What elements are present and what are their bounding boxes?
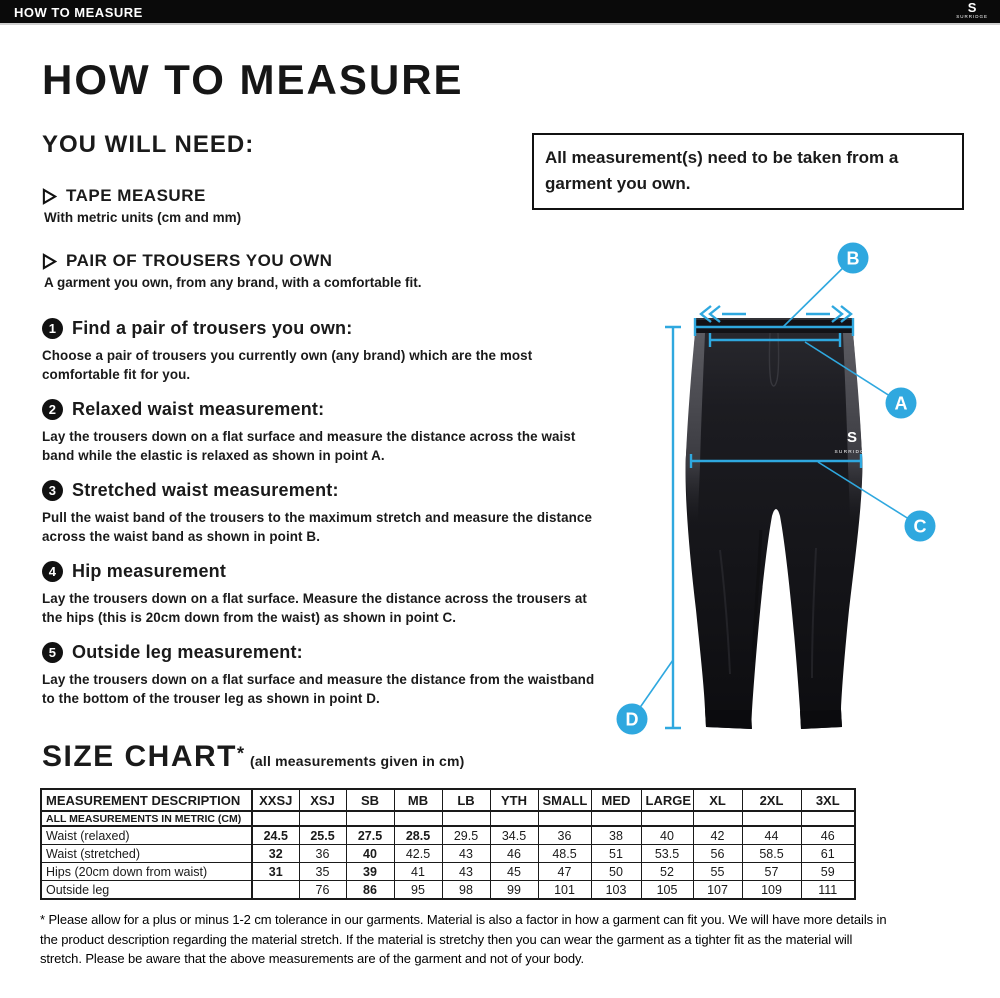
metric-subheader-row [41,811,855,826]
callout-label-B: B [846,248,860,269]
step-number-badge: 2 [42,399,63,420]
size-value: 50 [591,863,641,881]
surridge-logo-mark: S [967,0,977,15]
size-value: 27.5 [346,826,394,845]
empty-cell [591,811,641,826]
size-value: 42.5 [394,845,442,863]
trousers-measurement-diagram [600,230,1000,770]
column-header-size: 2XL [742,789,801,811]
size-value: 109 [742,881,801,900]
size-value: 47 [538,863,591,881]
size-value: 99 [490,881,538,900]
need-item-trousers [42,251,422,290]
need-desc: A garment you own, from any brand, with a comfortable fit. [44,275,422,290]
empty-cell [442,811,490,826]
measurement-note-box: All measurement(s) need to be taken from a garment you own. [532,133,964,210]
callout-label-C: C [913,516,927,537]
size-chart-asterisk: * [237,743,245,764]
size-value: 35 [299,863,346,881]
size-value: 53.5 [641,845,693,863]
column-header-size: XL [693,789,742,811]
step-title: Find a pair of trousers you own: [72,318,353,338]
size-value: 111 [801,881,855,900]
need-desc: With metric units (cm and mm) [44,210,242,225]
size-value: 101 [538,881,591,900]
step-number-badge: 4 [42,561,63,582]
size-value: 34.5 [490,826,538,845]
column-header-size: YTH [490,789,538,811]
size-value: 40 [641,826,693,845]
empty-cell [538,811,591,826]
need-item-tape-measure [42,186,241,225]
size-value: 24.5 [252,826,299,845]
row-label: Hips (20cm down from waist) [41,863,252,881]
empty-cell [252,811,299,826]
size-value: 59 [801,863,855,881]
size-value: 43 [442,845,490,863]
size-value: 95 [394,881,442,900]
step-1 [42,318,600,384]
callout-label-D: D [625,709,639,730]
empty-cell [299,811,346,826]
step-number-badge: 1 [42,318,63,339]
column-header-size: SB [346,789,394,811]
step-body: Choose a pair of trousers you currently own (any brand) which are the most comfortable fit for you. [42,348,533,383]
size-value: 41 [394,863,442,881]
table-row [41,845,855,863]
trousers-cuff-right [800,710,842,729]
size-value: 29.5 [442,826,490,845]
step-number-badge: 5 [42,642,63,663]
topbar-title: HOW TO MEASURE [14,5,143,20]
size-value: 76 [299,881,346,900]
column-header-size: XSJ [299,789,346,811]
step-title: Stretched waist measurement: [72,480,339,500]
column-header-size: MB [394,789,442,811]
step-title: Relaxed waist measurement: [72,399,325,419]
size-value: 32 [252,845,299,863]
column-header-size: LB [442,789,490,811]
size-value: 52 [641,863,693,881]
empty-cell [742,811,801,826]
size-value: 36 [538,826,591,845]
size-value: 43 [442,863,490,881]
trousers-body [686,318,863,729]
you-will-need-heading: YOU WILL NEED: [42,131,255,158]
size-value: 46 [490,845,538,863]
step-2 [42,399,600,465]
empty-cell [801,811,855,826]
step-4 [42,561,600,627]
size-value [252,881,299,900]
garment-logo-mark: S [846,429,858,446]
step-body: Lay the trousers down on a flat surface and measure the distance from the waistband to the bottom of the trouser leg as shown in point D. [42,672,595,707]
page-title: HOW TO MEASURE [42,56,464,103]
callout-label-A: A [894,393,908,414]
size-value: 44 [742,826,801,845]
size-chart-table [40,788,856,900]
size-value: 40 [346,845,394,863]
step-3 [42,480,600,546]
garment-logo-text: SURRIDGE [834,450,870,455]
empty-cell [394,811,442,826]
size-chart-title: SIZE CHART [42,740,237,773]
table-row [41,863,855,881]
row-label: Waist (relaxed) [41,826,252,845]
empty-cell [641,811,693,826]
size-chart-heading [42,740,465,774]
size-value: 36 [299,845,346,863]
play-triangle-icon [42,188,57,205]
size-value: 39 [346,863,394,881]
play-triangle-icon [42,253,57,270]
table-row [41,881,855,900]
size-value: 58.5 [742,845,801,863]
size-value: 86 [346,881,394,900]
need-label: PAIR OF TROUSERS YOU OWN [66,251,333,270]
size-value: 107 [693,881,742,900]
step-body: Pull the waist band of the trousers to the maximum stretch and measure the distance across the waist band as shown in point B. [42,510,592,545]
step-title: Hip measurement [72,561,227,581]
size-value: 25.5 [299,826,346,845]
size-value: 61 [801,845,855,863]
size-value: 103 [591,881,641,900]
size-value: 45 [490,863,538,881]
column-header-size: 3XL [801,789,855,811]
step-body: Lay the trousers down on a flat surface and measure the distance across the waist band while the elastic is relaxed as shown in point A. [42,429,576,464]
need-label: TAPE MEASURE [66,186,206,205]
trousers-cuff-left [705,710,752,729]
size-value: 56 [693,845,742,863]
surridge-logo-text: SURRIDGE [956,14,988,19]
size-value: 105 [641,881,693,900]
size-value: 28.5 [394,826,442,845]
row-label: Outside leg [41,881,252,900]
size-value: 38 [591,826,641,845]
empty-cell [490,811,538,826]
size-chart-units-note: (all measurements given in cm) [250,753,465,769]
size-value: 57 [742,863,801,881]
trousers-illustration [600,230,1000,770]
row-label: Waist (stretched) [41,845,252,863]
tolerance-footnote: * Please allow for a plus or minus 1-2 cm tolerance in our garments. Material is also a factor in how a garment can fit you. We will have more details in the product description regarding the material stretch. If the material is stretchy then you can wear the garment as a tighter fit as the material will stretch. Please be aware that the above measurements are of the garment and not of your body. [40,912,887,966]
column-header-size: XXSJ [252,789,299,811]
size-value: 46 [801,826,855,845]
empty-cell [346,811,394,826]
step-number-badge: 3 [42,480,63,501]
surridge-logo [956,1,988,20]
size-value: 98 [442,881,490,900]
table-row [41,826,855,845]
empty-cell [693,811,742,826]
size-value: 55 [693,863,742,881]
step-body: Lay the trousers down on a flat surface. Measure the distance across the trousers at the hips (this is 20cm down from the waist) as shown in point C. [42,591,587,626]
size-value: 48.5 [538,845,591,863]
column-header-size: LARGE [641,789,693,811]
size-value: 42 [693,826,742,845]
step-title: Outside leg measurement: [72,642,303,662]
column-header-size: MED [591,789,641,811]
step-5 [42,642,600,708]
column-header-description: MEASUREMENT DESCRIPTION [41,789,252,811]
top-bar [0,0,1000,25]
column-header-size: SMALL [538,789,591,811]
metric-subheader-label: ALL MEASUREMENTS IN METRIC (CM) [41,811,252,826]
size-value: 31 [252,863,299,881]
size-value: 51 [591,845,641,863]
